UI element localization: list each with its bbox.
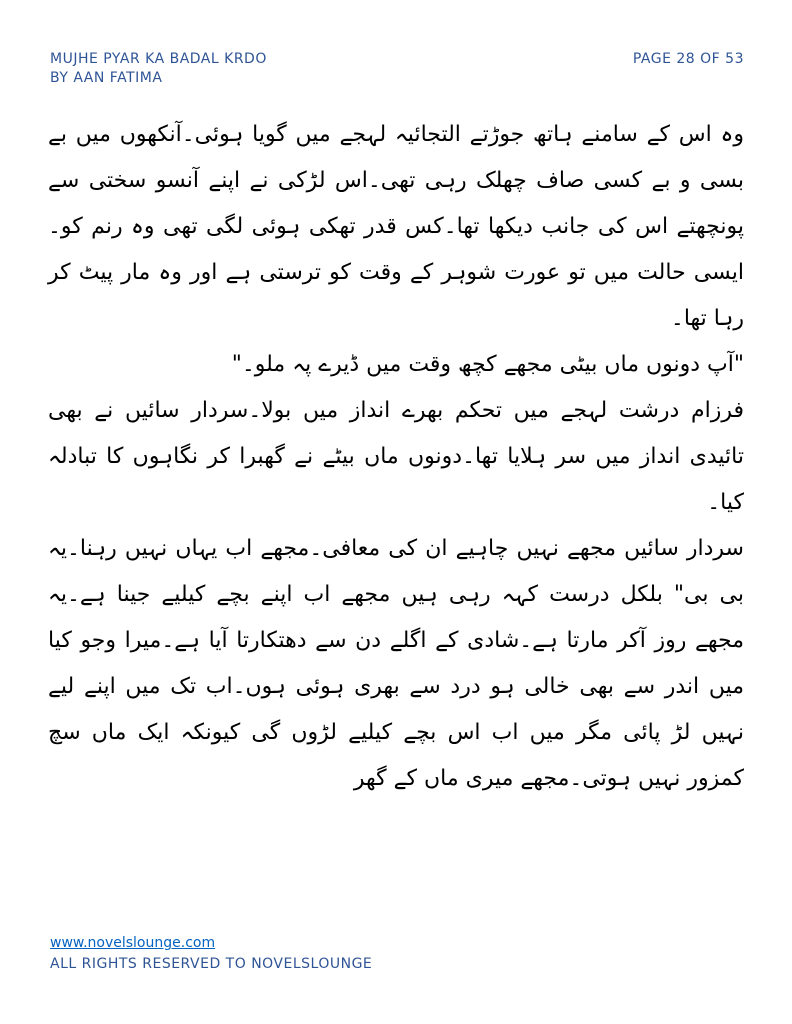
story-text <box>48 112 744 802</box>
rights-notice: ALL RIGHTS RESERVED TO NOVELSLOUNGE <box>50 956 373 972</box>
page-number: PAGE 28 OF 53 <box>632 51 744 67</box>
paragraph-1: وہ اس کے سامنے ہاتھ جوڑتے التجائیہ لہجے میں گویا ہوئی۔آنکھوں میں بے بسی و بے کسی صاف چھلک رہی تھی۔اس لڑکی نے اپنے آنسو سختی سے پونچھتے اس کی جانب دیکھا تھا۔کس قدر تھکی ہوئی لگی تھی وہ رنم کو۔ایسی حالت میں تو عورت شوہر کے وقت کو ترستی ہے اور وہ مار پیٹ کر رہا تھا۔ <box>48 122 744 331</box>
book-author: BY AAN FATIMA <box>50 70 163 86</box>
page-header-left <box>50 50 267 88</box>
paragraph-2: "آپ دونوں ماں بیٹی مجھے کچھ وقت میں ڈیرے پہ ملو۔" <box>231 352 744 377</box>
page-footer <box>50 933 372 975</box>
paragraph-4: سردار سائیں مجھے نہیں چاہیے ان کی معافی۔مجھے اب یہاں نہیں رہنا۔یہ بی بی" بلکل درست کہہ رہی ہیں مجھے اب اپنے بچے کیلیے جینا ہے۔یہ مجھے روز آکر مارتا ہے۔شادی کے اگلے دن سے دھتکارتا آیا ہے۔میرا وجو کیا میں اندر سے بھی خالی ہو درد سے بھری ہوئی ہوں۔اب تک میں اپنے لیے نہیں لڑ پائی مگر میں اب اس بچے کیلیے لڑوں گی کیونکہ ایک ماں سچ کمزور نہیں ہوتی۔مجھے میری ماں کے گھر <box>48 536 744 791</box>
paragraph-3: فرزام درشت لہجے میں تحکم بھرے انداز میں بولا۔سردار سائیں نے بھی تائیدی انداز میں سر ہلایا تھا۔دونوں ماں بیٹے نے گھبرا کر نگاہوں کا تبادلہ کیا۔ <box>48 398 744 515</box>
website-link[interactable]: www.novelslounge.com <box>50 935 216 951</box>
book-title: MUJHE PYAR KA BADAL KRDO <box>50 51 267 67</box>
